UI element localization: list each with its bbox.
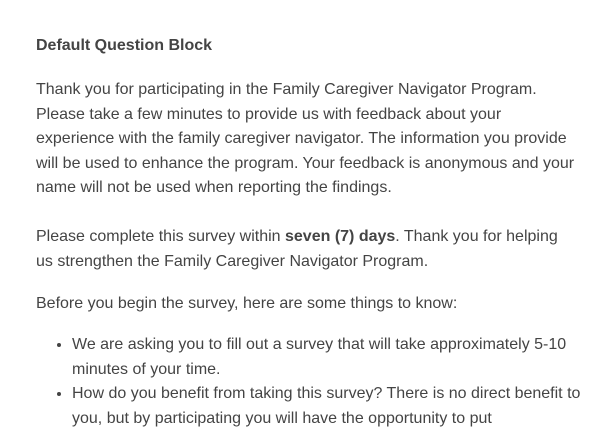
things-to-know-list [36,333,609,431]
deadline-text-before: Please complete this survey within [36,228,285,245]
deadline-bold: seven (7) days [285,228,396,245]
deadline-text-after: . Thank you for helping us strengthen the Family Caregiver Navigator Program. [36,228,558,270]
deadline-paragraph [36,225,576,274]
intro-paragraph: Thank you for participating in the Family Caregiver Navigator Program. Please take a few minutes to provide us with feedback about your experience with the family caregiver navigator. The information you provide will be used to enhance the program. Your feedback is anonymous and your name will not be used when reporting the findings. [36,81,575,196]
block-title: Default Question Block [36,37,213,54]
list-item: • How do you benefit from taking this survey? There is no direct benefit to you, but by participating you will have the opportunity to put [72,382,609,431]
things-to-know-heading: Before you begin the survey, here are some things to know: [36,295,458,312]
list-item: • We are asking you to fill out a survey that will take approximately 5-10 minutes of your time. [72,333,609,382]
